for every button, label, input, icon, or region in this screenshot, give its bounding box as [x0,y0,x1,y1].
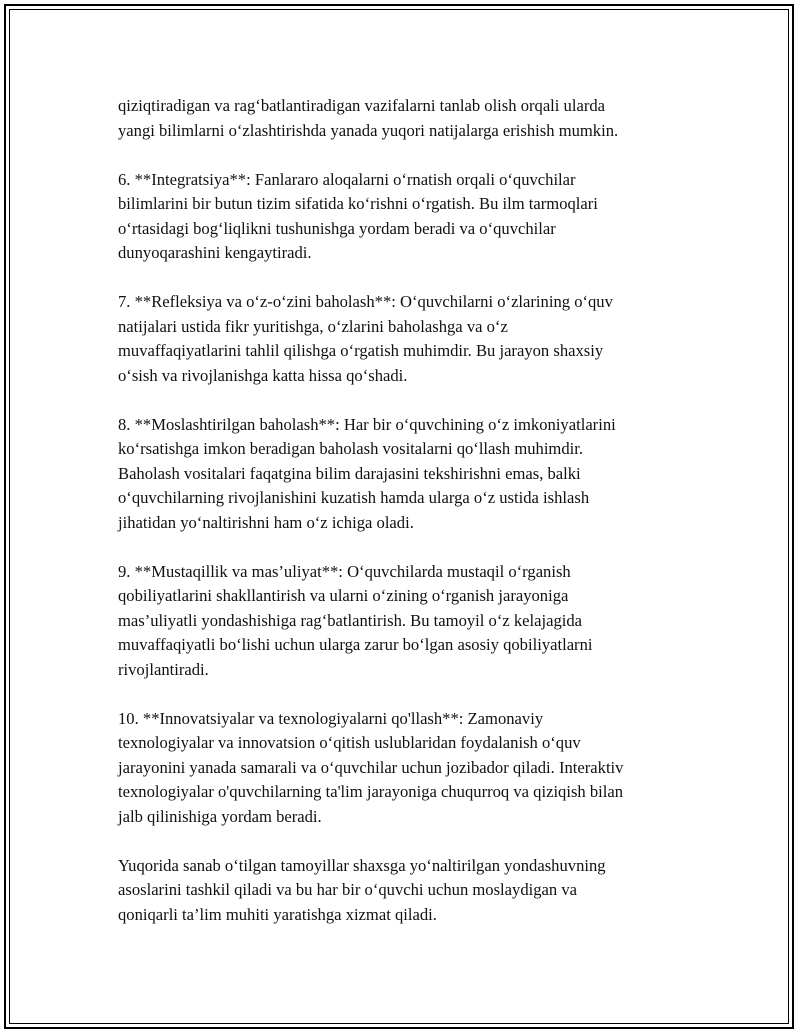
text-line: asoslarini tashkil qiladi va bu har bir o‘quvchi uchun moslaydigan va [118,880,577,899]
text-line: o‘quvchilarning rivojlanishini kuzatish hamda ularga o‘z ustida ishlash [118,488,590,507]
text-line: natijalari ustida fikr yuritishga, o‘zlarini baholashga va o‘z [118,316,508,336]
text-line: qoniqarli ta’lim muhiti yaratishga xizmat qiladi. [118,904,437,924]
text-line: o‘rtasidagi bog‘liqlikni tushunishga yordam beradi va o‘quvchilar [118,218,556,238]
text-line: ko‘rsatishga imkon beradigan baholash vositalarni qo‘llash muhimdir. [118,439,583,458]
text-line: texnologiyalar o'quvchilarning ta'lim jarayoniga chuqurroq va qiziqish bilan [118,782,624,801]
text-line: muvaffaqiyatli bo‘lishi uchun ularga zarur bo‘lgan asosiy qobiliyatlarni [118,635,593,654]
paragraph-item-8 [118,413,708,536]
text-line: rivojlantiradi. [118,659,209,679]
text-line: jihatidan yo‘naltirishni ham o‘z ichiga oladi. [118,512,414,532]
text-line: 10. **Innovatsiyalar va texnologiyalarni qo'llash**: Zamonaviy [118,708,544,728]
text-line: yangi bilimlarni o‘zlashtirishda yanada yuqori natijalarga erishish mumkin. [118,120,619,140]
document-body [118,94,708,952]
paragraph-item-7 [118,290,708,388]
text-line: dunyoqarashini kengaytiradi. [118,243,312,262]
text-line: mas’uliyatli yondashishiga rag‘batlantirish. Bu tamoyil o‘z kelajagida [118,610,583,630]
paragraph-conclusion [118,854,708,928]
text-line: Yuqorida sanab o‘tilgan tamoyillar shaxsga yo‘naltirilgan yondashuvning [118,855,606,875]
text-line: qobiliyatlarini shakllantirish va ularni o‘zining o‘rganish jarayoniga [118,586,569,605]
text-line: 7. **Refleksiya va o‘z-o‘zini baholash**: O‘quvchilarni o‘zlarining o‘quv [118,292,613,311]
text-line: 6. **Integratsiya**: Fanlararo aloqalarni o‘rnatish orqali o‘quvchilar [118,169,576,189]
text-line: qiziqtiradigan va rag‘batlantiradigan vazifalarni tanlab olish orqali ularda [118,96,606,115]
paragraph-continuation [118,94,708,143]
text-line: Baholash vositalari faqatgina bilim darajasini tekshirishni emas, balki [118,463,581,483]
text-line: texnologiyalar va innovatsion o‘qitish uslublaridan foydalanish o‘quv [118,733,581,752]
text-line: 8. **Moslashtirilgan baholash**: Har bir o‘quvchining o‘z imkoniyatlarini [118,414,616,434]
text-line: muvaffaqiyatlarini tahlil qilishga o‘rgatish muhimdir. Bu jarayon shaxsiy [118,341,604,360]
paragraph-item-6 [118,168,708,266]
text-line: jalb qilinishiga yordam beradi. [118,806,322,826]
text-line: jarayonini yanada samarali va o‘quvchilar uchun jozibador qiladi. Interaktiv [118,757,624,777]
text-line: 9. **Mustaqillik va mas’uliyat**: O‘quvchilarda mustaqil o‘rganish [118,561,571,581]
paragraph-item-10 [118,707,708,830]
text-line: bilimlarini bir butun tizim sifatida ko‘rishni o‘rgatish. Bu ilm tarmoqlari [118,194,598,213]
text-line: o‘sish va rivojlanishga katta hissa qo‘shadi. [118,365,408,385]
paragraph-item-9 [118,560,708,683]
